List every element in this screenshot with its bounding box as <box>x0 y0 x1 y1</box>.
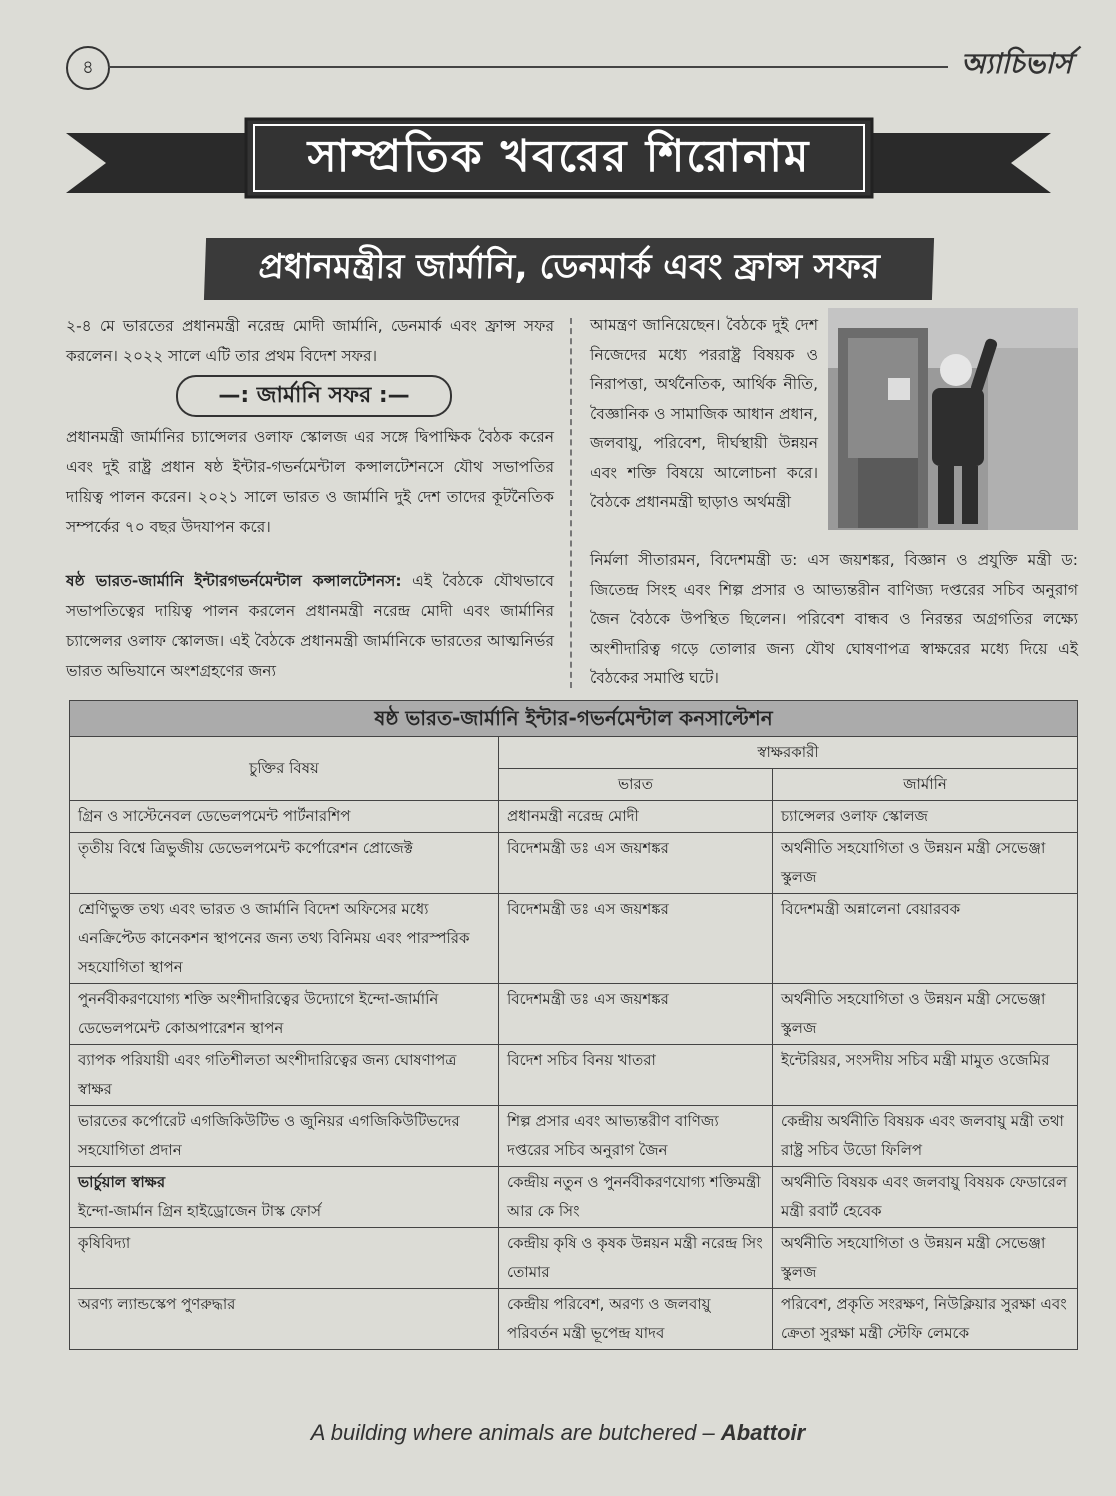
cell-subject: ভারতের কর্পোরেট এগজিকিউটিভ ও জুনিয়র এগজিকিউটিভদের সহযোগিতা প্রদান <box>70 1106 499 1167</box>
cell-subject: পুনর্নবীকরণযোগ্য শক্তি অংশীদারিত্বের উদ্যোগে ইন্দো-জার্মানি ডেভেলপমেন্ট কোঅপারেশন স্থাপন <box>70 984 499 1045</box>
brand-logo: অ্যাচিভার্স <box>960 47 1072 80</box>
table-title: ষষ্ঠ ভারত-জার্মানি ইন্টার-গভর্নমেন্টাল কনসাল্টেশন <box>70 701 1078 737</box>
paragraph-consultations <box>66 566 554 686</box>
table-row <box>70 1228 1078 1289</box>
cell-germany: বিদেশমন্ত্রী অন্নালেনা বেয়ারবক <box>773 894 1078 984</box>
paragraph-lead: ষষ্ঠ ভারত-জার্মানি ইন্টারগভর্নমেন্টাল কন্সালটেশনস: <box>66 572 402 590</box>
cell-subject: ব্যাপক পরিযায়ী এবং গতিশীলতা অংশীদারিত্বের জন্য ঘোষণাপত্র স্বাক্ষর <box>70 1045 499 1106</box>
cell-germany: অর্থনীতি সহযোগিতা ও উন্নয়ন মন্ত্রী সেভেঞ্জা স্কুলজ <box>773 833 1078 894</box>
cell-subject: শ্রেণিভুক্ত তথ্য এবং ভারত ও জার্মানি বিদেশ অফিসের মধ্যে এনক্রিপ্টেড কানেকশন স্থাপনের জন্য তথ্য বিনিময় এবং পারস্পরিক সহযোগিতা স্থাপন <box>70 894 499 984</box>
cell-subject <box>70 1167 499 1228</box>
cell-subject: অরণ্য ল্যান্ডস্কেপ পুণরুদ্ধার <box>70 1289 499 1350</box>
cell-india: বিদেশ সচিব বিনয় খাতরা <box>499 1045 773 1106</box>
header-india: ভারত <box>499 769 773 801</box>
banner-title: সাম্প্রতিক খবরের শিরোনাম <box>307 130 811 182</box>
cell-india: বিদেশমন্ত্রী ডঃ এস জয়শঙ্কর <box>499 833 773 894</box>
section-heading: —: জার্মানি সফর :— <box>176 375 452 417</box>
header-germany: জার্মানি <box>773 769 1078 801</box>
table-row <box>70 1106 1078 1167</box>
paragraph-germany-visit: প্রধানমন্ত্রী জার্মানির চ্যান্সেলর ওলাফ স্কোলজ এর সঙ্গে দ্বিপাক্ষিক বৈঠক করেন এবং দুই রাষ্ট্র প্রধান ষষ্ঠ ইন্টার-গভর্নমেন্টাল কন্সালটেশনসে যৌথ সভাপতির দায়িত্ব পালন করেন। ২০২১ সালে ভারত ও জার্মানি দুই দেশ তাদের কূটনৈতিক সম্পর্কের ৭০ বছর উদযাপন করে। <box>66 428 554 536</box>
cell-india: শিল্প প্রসার এবং আভ্যন্তরীণ বাণিজ্য দপ্তরের সচিব অনুরাগ জৈন <box>499 1106 773 1167</box>
table-row <box>70 801 1078 833</box>
cell-india: কেন্দ্রীয় নতুন ও পুনর্নবীকরণযোগ্য শক্তিমন্ত্রী আর কে সিং <box>499 1167 773 1228</box>
header-signers: স্বাক্ষরকারী <box>499 737 1078 769</box>
cell-germany: অর্থনীতি সহযোগিতা ও উন্নয়ন মন্ত্রী সেভেঞ্জা স্কুলজ <box>773 1228 1078 1289</box>
table-row <box>70 984 1078 1045</box>
table-row <box>70 894 1078 984</box>
cell-germany: ইন্টেরিয়র, সংসদীয় সচিব মন্ত্রী মামুত ওজেমির <box>773 1045 1078 1106</box>
cell-germany: অর্থনীতি বিষয়ক এবং জলবায়ু বিষয়ক ফেডারেল মন্ত্রী রবার্ট হেবেক <box>773 1167 1078 1228</box>
paragraph-body: এই বৈঠকে যৌথভাবে সভাপতিত্বের দায়িত্ব পালন করলেন প্রধানমন্ত্রী নরেন্দ্র মোদী এবং জার্মানির চ্যান্সেলর ওলাফ স্কোলজ। এই বৈঠকে প্রধানমন্ত্রী জার্মানিকে ভারতের আত্মনির্ভর ভারত অভিযানে অংশগ্রহণের জন্য <box>66 572 554 680</box>
header-subject: চুক্তির বিষয় <box>70 737 499 801</box>
news-photo <box>828 308 1078 530</box>
footer-vocabulary <box>0 1420 1116 1446</box>
agreements-table <box>69 700 1078 1350</box>
section-banner <box>66 115 1051 205</box>
cell-india: বিদেশমন্ত্রী ডঃ এস জয়শঙ্কর <box>499 984 773 1045</box>
cell-subject-heading: ভার্চুয়াল স্বাক্ষর <box>78 1173 166 1191</box>
column-divider <box>570 318 572 688</box>
paragraph-right-bottom: নির্মলা সীতারমন, বিদেশমন্ত্রী ড: এস জয়শঙ্কর, বিজ্ঞান ও প্রযুক্তি মন্ত্রী ড: জিতেন্দ্র সিংহ এবং শিল্প প্রসার ও আভ্যন্তরীন বাণিজ্য দপ্তরের সচিব অনুরাগ জৈন বৈঠকে উপস্থিত ছিলেন। পরিবেশ বান্ধব ও নিরন্তর অগ্রগতির লক্ষ্যে অংশীদারিত্ব গড়ে তোলার জন্য যৌথ ঘোষণাপত্র স্বাক্ষরের মধ্যে দিয়ে এই বৈঠকের সমাপ্তি ঘটে। <box>590 551 1078 687</box>
table-row <box>70 1045 1078 1106</box>
paragraph-right-top: আমন্ত্রণ জানিয়েছেন। বৈঠকে দুই দেশ নিজেদের মধ্যে পররাষ্ট্র বিষয়ক ও নিরাপত্তা, অর্থনৈতিক, আর্থিক নীতি, বৈজ্ঞানিক ও সামাজিক আধান প্রধান, জলবায়ু, পরিবেশ, দীর্ঘস্থায়ী উন্নয়ন এবং শক্তি বিষয়ে আলোচনা করে। বৈঠকে প্রধানমন্ত্রী ছাড়াও অর্থমন্ত্রী <box>590 316 818 511</box>
header-rule <box>108 66 948 68</box>
table-row <box>70 1167 1078 1228</box>
cell-india: কেন্দ্রীয় কৃষি ও কৃষক উন্নয়ন মন্ত্রী নরেন্দ্র সিং তোমার <box>499 1228 773 1289</box>
table-row <box>70 1289 1078 1350</box>
cell-subject: তৃতীয় বিশ্বে ত্রিভুজীয় ডেভেলপমেন্ট কর্পোরেশন প্রোজেক্ট <box>70 833 499 894</box>
cell-germany: অর্থনীতি সহযোগিতা ও উন্নয়ন মন্ত্রী সেভেঞ্জা স্কুলজ <box>773 984 1078 1045</box>
footer-word: Abattoir <box>720 1420 806 1445</box>
cell-subject-text: ইন্দো-জার্মান গ্রিন হাইড্রোজেন টাস্ক ফোর্স <box>78 1202 322 1220</box>
footer-definition: A building where animals are butchered – <box>310 1420 721 1445</box>
cell-germany: চ্যান্সেলর ওলাফ স্কোলজ <box>773 801 1078 833</box>
cell-india: প্রধানমন্ত্রী নরেন্দ্র মোদী <box>499 801 773 833</box>
cell-germany: পরিবেশ, প্রকৃতি সংরক্ষণ, নিউক্লিয়ার সুরক্ষা এবং ক্রেতা সুরক্ষা মন্ত্রী স্টেফি লেমকে <box>773 1289 1078 1350</box>
page-number: ৪ <box>66 46 110 90</box>
article-headline: প্রধানমন্ত্রীর জার্মানি, ডেনমার্ক এবং ফ্রান্স সফর <box>204 238 934 300</box>
cell-india: বিদেশমন্ত্রী ডঃ এস জয়শঙ্কর <box>499 894 773 984</box>
cell-subject: কৃষিবিদ্যা <box>70 1228 499 1289</box>
cell-germany: কেন্দ্রীয় অর্থনীতি বিষয়ক এবং জলবায়ু মন্ত্রী তথা রাষ্ট্র সচিব উডো ফিলিপ <box>773 1106 1078 1167</box>
table-row <box>70 833 1078 894</box>
intro-text: ২-৪ মে ভারতের প্রধানমন্ত্রী নরেন্দ্র মোদী জার্মানি, ডেনমার্ক এবং ফ্রান্স সফর করলেন। ২০২২ সালে এটি তার প্রথম বিদেশ সফর। <box>66 317 554 365</box>
cell-subject: গ্রিন ও সাস্টেনেবল ডেভেলপমেন্ট পার্টনারশিপ <box>70 801 499 833</box>
cell-india: কেন্দ্রীয় পরিবেশ, অরণ্য ও জলবায়ু পরিবর্তন মন্ত্রী ভূপেন্দ্র যাদব <box>499 1289 773 1350</box>
